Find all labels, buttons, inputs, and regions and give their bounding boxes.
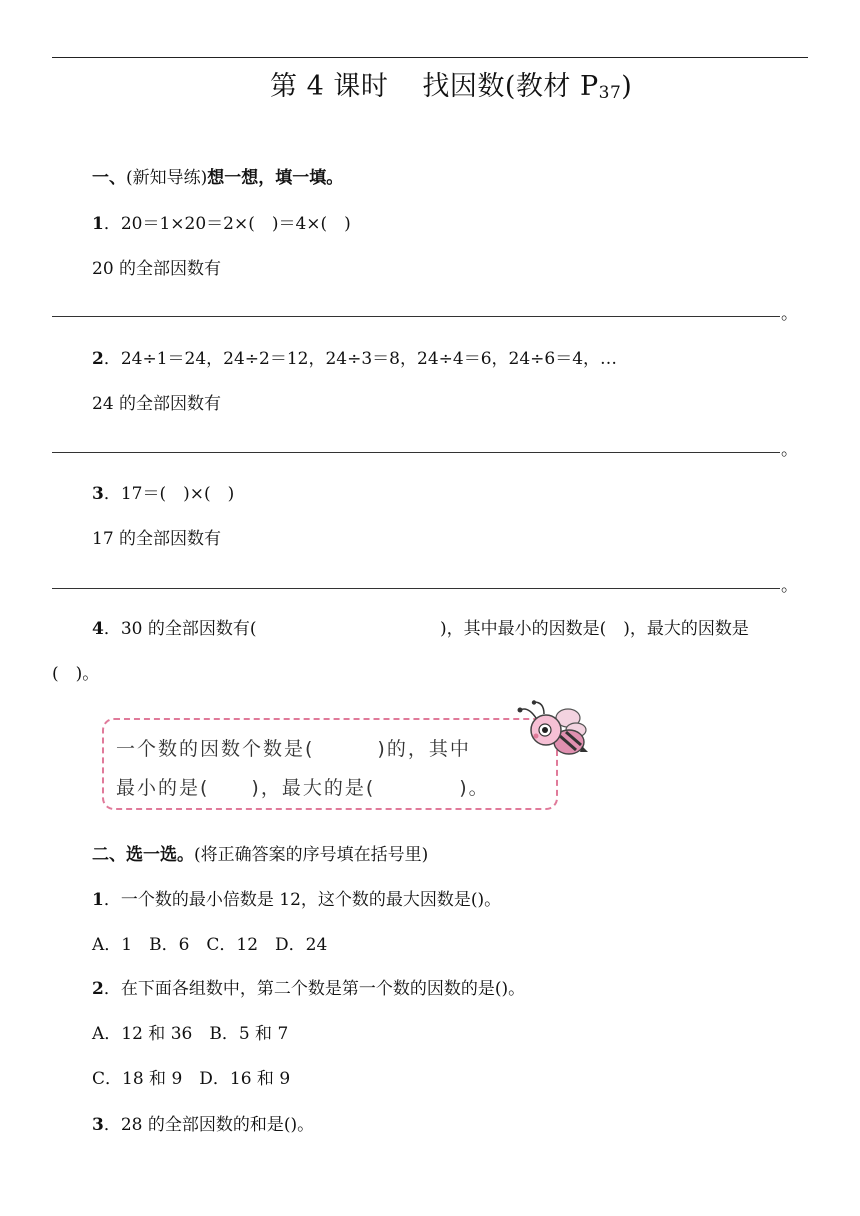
answer-line-3-period: 。 [781, 576, 798, 596]
title-main: 找因数(教材 P [422, 71, 599, 102]
section2-question-3 [92, 1110, 314, 1135]
top-rule [52, 57, 808, 58]
question-text: ．在下面各组数中，第二个数是第一个数的因数的是()。 [103, 979, 526, 999]
section2-question-2-options-a[interactable]: A．12 和 36 B．5 和 7 [92, 1024, 289, 1044]
question-number: 1 [92, 214, 104, 234]
section1-question-4-rest: )，其中最小的因数是( )，最大的因数是 [440, 619, 749, 639]
section2-question-1 [92, 885, 501, 910]
title-page-number: 37 [598, 83, 622, 103]
question-text: ．17＝( )×( ) [103, 484, 235, 504]
section1-heading-note: (新知导练) [126, 168, 208, 188]
question-text: ．20＝1×20＝2×( )＝4×( ) [103, 214, 351, 234]
section2-heading [92, 840, 428, 865]
question-number: 3 [92, 484, 104, 504]
section2-question-2 [92, 974, 525, 999]
title-prefix: 第 4 课时 [270, 71, 389, 102]
answer-line-3[interactable] [52, 588, 780, 589]
section1-question-2-prompt: 24 的全部因数有 [92, 394, 222, 414]
section1-heading [92, 163, 343, 188]
section1-heading-prefix: 一、 [92, 168, 126, 188]
bee-icon [514, 700, 594, 764]
question-text-a: ．30 的全部因数有( [103, 619, 257, 639]
section1-question-3-prompt: 17 的全部因数有 [92, 529, 222, 549]
answer-line-1-period: 。 [781, 304, 798, 324]
section1-question-1-prompt: 20 的全部因数有 [92, 259, 222, 279]
section1-heading-bold: 想一想，填一填。 [207, 168, 344, 188]
question-text: ．24÷1＝24，24÷2＝12，24÷3＝8，24÷4＝6，24÷6＝4，… [103, 349, 618, 369]
page-title [270, 64, 632, 103]
answer-line-1[interactable] [52, 316, 780, 317]
section1-question-4-end: ( )。 [52, 664, 100, 684]
question-text: ．一个数的最小倍数是 12，这个数的最大因数是()。 [103, 890, 502, 910]
section1-question-2 [92, 344, 617, 369]
title-suffix: ) [621, 71, 633, 102]
question-number: 3 [92, 1115, 104, 1135]
section1-question-3 [92, 479, 234, 504]
question-number: 1 [92, 890, 104, 910]
section2-heading-note: (将正确答案的序号填在括号里) [194, 845, 429, 865]
question-number: 2 [92, 979, 104, 999]
section2-heading-bold: 二、选一选。 [92, 845, 194, 865]
section1-question-1 [92, 209, 351, 234]
question-number: 4 [92, 619, 104, 639]
section1-question-4 [92, 614, 257, 639]
question-number: 2 [92, 349, 104, 369]
question-text: ．28 的全部因数的和是()。 [103, 1115, 315, 1135]
section2-question-1-options[interactable]: A．1 B．6 C．12 D．24 [92, 935, 328, 955]
answer-line-2-period: 。 [781, 440, 798, 460]
tip-line-2: 最小的是( )，最大的是( )。 [116, 777, 490, 799]
tip-line-1: 一个数的因数个数是( )的，其中 [116, 738, 471, 760]
answer-line-2[interactable] [52, 452, 780, 453]
section2-question-2-options-b[interactable]: C．18 和 9 D．16 和 9 [92, 1069, 291, 1089]
